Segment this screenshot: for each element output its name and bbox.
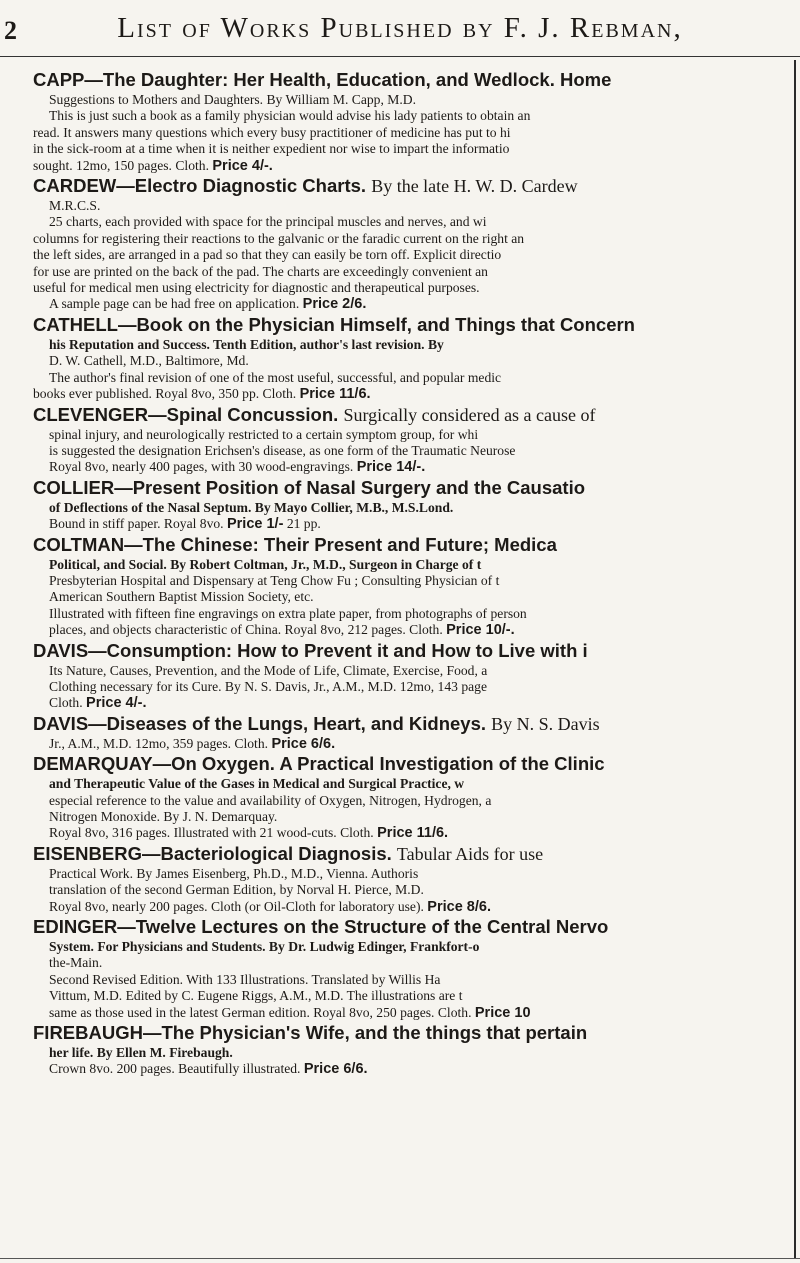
entry-text-line [33,809,793,825]
entry-text-line [33,198,793,214]
entry-text-line [33,988,793,1004]
line-text: and Therapeutic Value of the Gases in Medical and Surgical Practice, w [49,776,465,792]
line-text: Royal 8vo, nearly 200 pages. Cloth (or Oil-Cloth for laboratory use). [49,898,424,914]
entry-heading [33,915,793,939]
entry-heading [33,533,793,557]
entry-heading [33,752,793,776]
entry-heading [33,174,793,198]
catalog-entry [33,842,793,915]
entry-text-line [33,866,793,882]
entry-text-line [33,427,793,443]
entry-text-line [33,663,793,679]
price: Price 6/6. [271,735,336,752]
line-text: This is just such a book as a family physician would advise his lady patients to obtain an [49,108,531,124]
line-text: is suggested the designation Erichsen's disease, as one form of the Traumatic Neurose [49,442,516,458]
price: Price 4/-. [212,157,273,174]
line-text: Vittum, M.D. Edited by C. Eugene Riggs, A.M., M.D. The illustrations are t [49,988,463,1004]
entry-heading [33,403,793,427]
entry-text-line [33,1005,793,1021]
entry-text-line [33,337,793,353]
line-text: the left sides, are arranged in a pad so that they can easily be torn off. Explicit directio [33,247,502,263]
line-text: EISENBERG—Bacteriological Diagnosis. [33,842,392,864]
entry-text-line [33,459,793,475]
price: Price 8/6. [427,898,491,915]
catalog-listing [33,68,793,1078]
line-text: CARDEW—Electro Diagnostic Charts. [33,175,367,197]
catalog-entry [33,403,793,476]
catalog-entry [33,476,793,533]
entry-text-line [33,776,793,792]
line-text: sought. 12mo, 150 pages. Cloth. [33,157,209,173]
entry-heading [33,639,793,663]
price: Price 6/6. [303,1061,368,1078]
entry-text-line [33,1061,793,1077]
line-text: especial reference to the value and availability of Oxygen, Nitrogen, Hydrogen, a [49,792,492,808]
entry-text-line [33,939,793,955]
line-text: Political, and Social. By Robert Coltman, Jr., M.D., Surgeon in Charge of t [49,556,482,572]
line-text: Presbyterian Hospital and Dispensary at Teng Chow Fu ; Consulting Physician of t [49,572,500,588]
entry-text-line [33,606,793,622]
entry-text-line [33,825,793,841]
price: Price 1/- [226,516,284,533]
price: Price 14/-. [356,459,426,476]
line-text: same as those used in the latest German edition. Royal 8vo, 250 pages. Cloth. [49,1004,472,1020]
entry-text-line [33,370,793,386]
catalog-entry [33,313,793,403]
line-text: Clothing necessary for its Cure. By N. S. Davis, Jr., A.M., M.D. 12mo, 143 page [49,678,487,694]
price: Price 10 [474,1004,531,1021]
entry-heading [33,712,793,736]
price: Price 11/6. [377,825,449,842]
line-text: DAVIS—Consumption: How to Prevent it and How to Live with i [33,639,588,661]
entry-text-line [33,589,793,605]
line-text: CLEVENGER—Spinal Concussion. [33,403,339,425]
line-text: COLLIER—Present Position of Nasal Surgery and the Causatio [33,476,586,498]
entry-text-line [33,141,793,157]
page-edge-rule [794,60,796,1258]
line-text: CAPP—The Daughter: Her Health, Education, and Wedlock. Home [33,69,612,90]
heading-subtitle: Surgically considered as a cause of [343,404,596,425]
line-text: useful for medical men using electricity for diagnostic and therapeutical purposes. [33,280,480,296]
line-text: translation of the second German Edition, by Norval H. Pierce, M.D. [49,882,424,898]
entry-text-line [33,353,793,369]
price: Price 10/-. [446,622,515,639]
entry-text-line [33,955,793,971]
price: Price 2/6. [302,296,367,313]
line-text: M.R.C.S. [49,198,101,214]
line-text: his Reputation and Success. Tenth Edition, author's last revision. By [49,336,444,352]
price: Price 4/-. [86,695,147,712]
page-number: 2 [4,16,17,45]
line-text: Illustrated with fifteen fine engravings on extra plate paper, from photographs of person [49,605,527,621]
heading-subtitle: Tabular Aids for use [396,843,544,864]
entry-text-line [33,280,793,296]
entry-text-line [33,158,793,174]
catalog-entry [33,68,793,174]
line-text: Nitrogen Monoxide. By J. N. Demarquay. [49,809,278,824]
entry-text-line [33,108,793,124]
line-text: EDINGER—Twelve Lectures on the Structure of the Central Nervo [33,916,609,938]
entry-text-line [33,443,793,459]
line-text: 25 charts, each provided with space for the principal muscles and nerves, and wi [49,214,487,230]
entry-heading [33,1021,793,1045]
line-text: Practical Work. By James Eisenberg, Ph.D., M.D., Vienna. Authoris [49,865,419,881]
line-text: CATHELL—Book on the Physician Himself, and Things that Concern [33,313,635,335]
entry-heading [33,68,793,92]
line-text: Royal 8vo, 316 pages. Illustrated with 21 wood-cuts. Cloth. [49,825,374,841]
price: Price 11/6. [299,386,371,403]
entry-text-line [33,264,793,280]
catalog-entry [33,712,793,752]
line-text: FIREBAUGH—The Physician's Wife, and the things that pertain [33,1022,588,1044]
line-text: Cloth. [49,695,83,711]
entry-text-line [33,899,793,915]
line-text: The author's final revision of one of the most useful, successful, and popular medic [49,369,502,385]
line-text: the-Main. [49,955,103,971]
line-text: read. It answers many questions which every busy practitioner of medicine has put to hi [33,124,511,140]
entry-heading [33,476,793,500]
entry-text-line [33,882,793,898]
line-text: COLTMAN—The Chinese: Their Present and Future; Medica [33,533,557,555]
entry-text-line [33,386,793,402]
line-text: columns for registering their reactions to the galvanic or the faradic current on the right an [33,230,525,246]
entry-text-line [33,296,793,312]
page-count: 21 pp. [286,516,321,532]
bottom-rule [0,1258,800,1259]
line-text: Its Nature, Causes, Prevention, and the Mode of Life, Climate, Exercise, Food, a [49,662,488,678]
entry-heading [33,313,793,337]
entry-heading [33,842,793,866]
line-text: Royal 8vo, nearly 400 pages, with 30 wood-engravings. [49,459,354,475]
line-text: Crown 8vo. 200 pages. Beautifully illustrated. [49,1061,301,1077]
catalog-entry [33,174,793,313]
entry-text-line [33,92,793,108]
catalog-entry [33,639,793,712]
line-text: in the sick-room at a time when it is neither expedient nor wise to impart the informatio [33,141,510,157]
line-text: for use are printed on the back of the pad. The charts are exceedingly convenient an [33,263,488,279]
entry-text-line [33,793,793,809]
page-header [0,0,800,57]
heading-subtitle: By N. S. Davis [491,713,600,734]
entry-text-line [33,622,793,638]
line-text: DAVIS—Diseases of the Lungs, Heart, and Kidneys. [33,712,487,734]
line-text: Suggestions to Mothers and Daughters. By William M. Capp, M.D. [49,92,416,107]
entry-text-line [33,573,793,589]
entry-text-line [33,214,793,230]
entry-text-line [33,1045,793,1061]
entry-text-line [33,557,793,573]
line-text: A sample page can be had free on application. [49,296,300,312]
entry-text-line [33,125,793,141]
entry-text-line [33,247,793,263]
line-text: Second Revised Edition. With 133 Illustrations. Translated by Willis Ha [49,971,441,987]
catalog-entry [33,1021,793,1078]
catalog-entry [33,752,793,842]
line-text: American Southern Baptist Mission Society, etc. [49,589,314,605]
entry-text-line [33,500,793,516]
entry-text-line [33,972,793,988]
catalog-entry [33,915,793,1021]
line-text: spinal injury, and neurologically restricted to a certain symptom group, for whi [49,426,479,442]
line-text: Bound in stiff paper. Royal 8vo. [49,516,224,532]
heading-subtitle: By the late H. W. D. Cardew [371,176,578,197]
line-text: DEMARQUAY—On Oxygen. A Practical Investigation of the Clinic [33,753,605,775]
line-text: of Deflections of the Nasal Septum. By Mayo Collier, M.B., M.S.Lond. [49,499,454,515]
line-text: System. For Physicians and Students. By Dr. Ludwig Edinger, Frankfort-o [49,939,480,955]
line-text: places, and objects characteristic of China. Royal 8vo, 212 pages. Cloth. [49,622,443,638]
line-text: Jr., A.M., M.D. 12mo, 359 pages. Cloth. [49,735,269,751]
entry-text-line [33,695,793,711]
running-title: List of Works Published by F. J. Rebman, [117,12,683,44]
entry-text-line [33,231,793,247]
entry-text-line [33,736,793,752]
entry-text-line [33,679,793,695]
line-text: her life. By Ellen M. Firebaugh. [49,1045,233,1061]
entry-text-line [33,516,793,532]
line-text: D. W. Cathell, M.D., Baltimore, Md. [49,353,249,369]
line-text: books ever published. Royal 8vo, 350 pp. Cloth. [33,386,297,402]
catalog-entry [33,533,793,639]
